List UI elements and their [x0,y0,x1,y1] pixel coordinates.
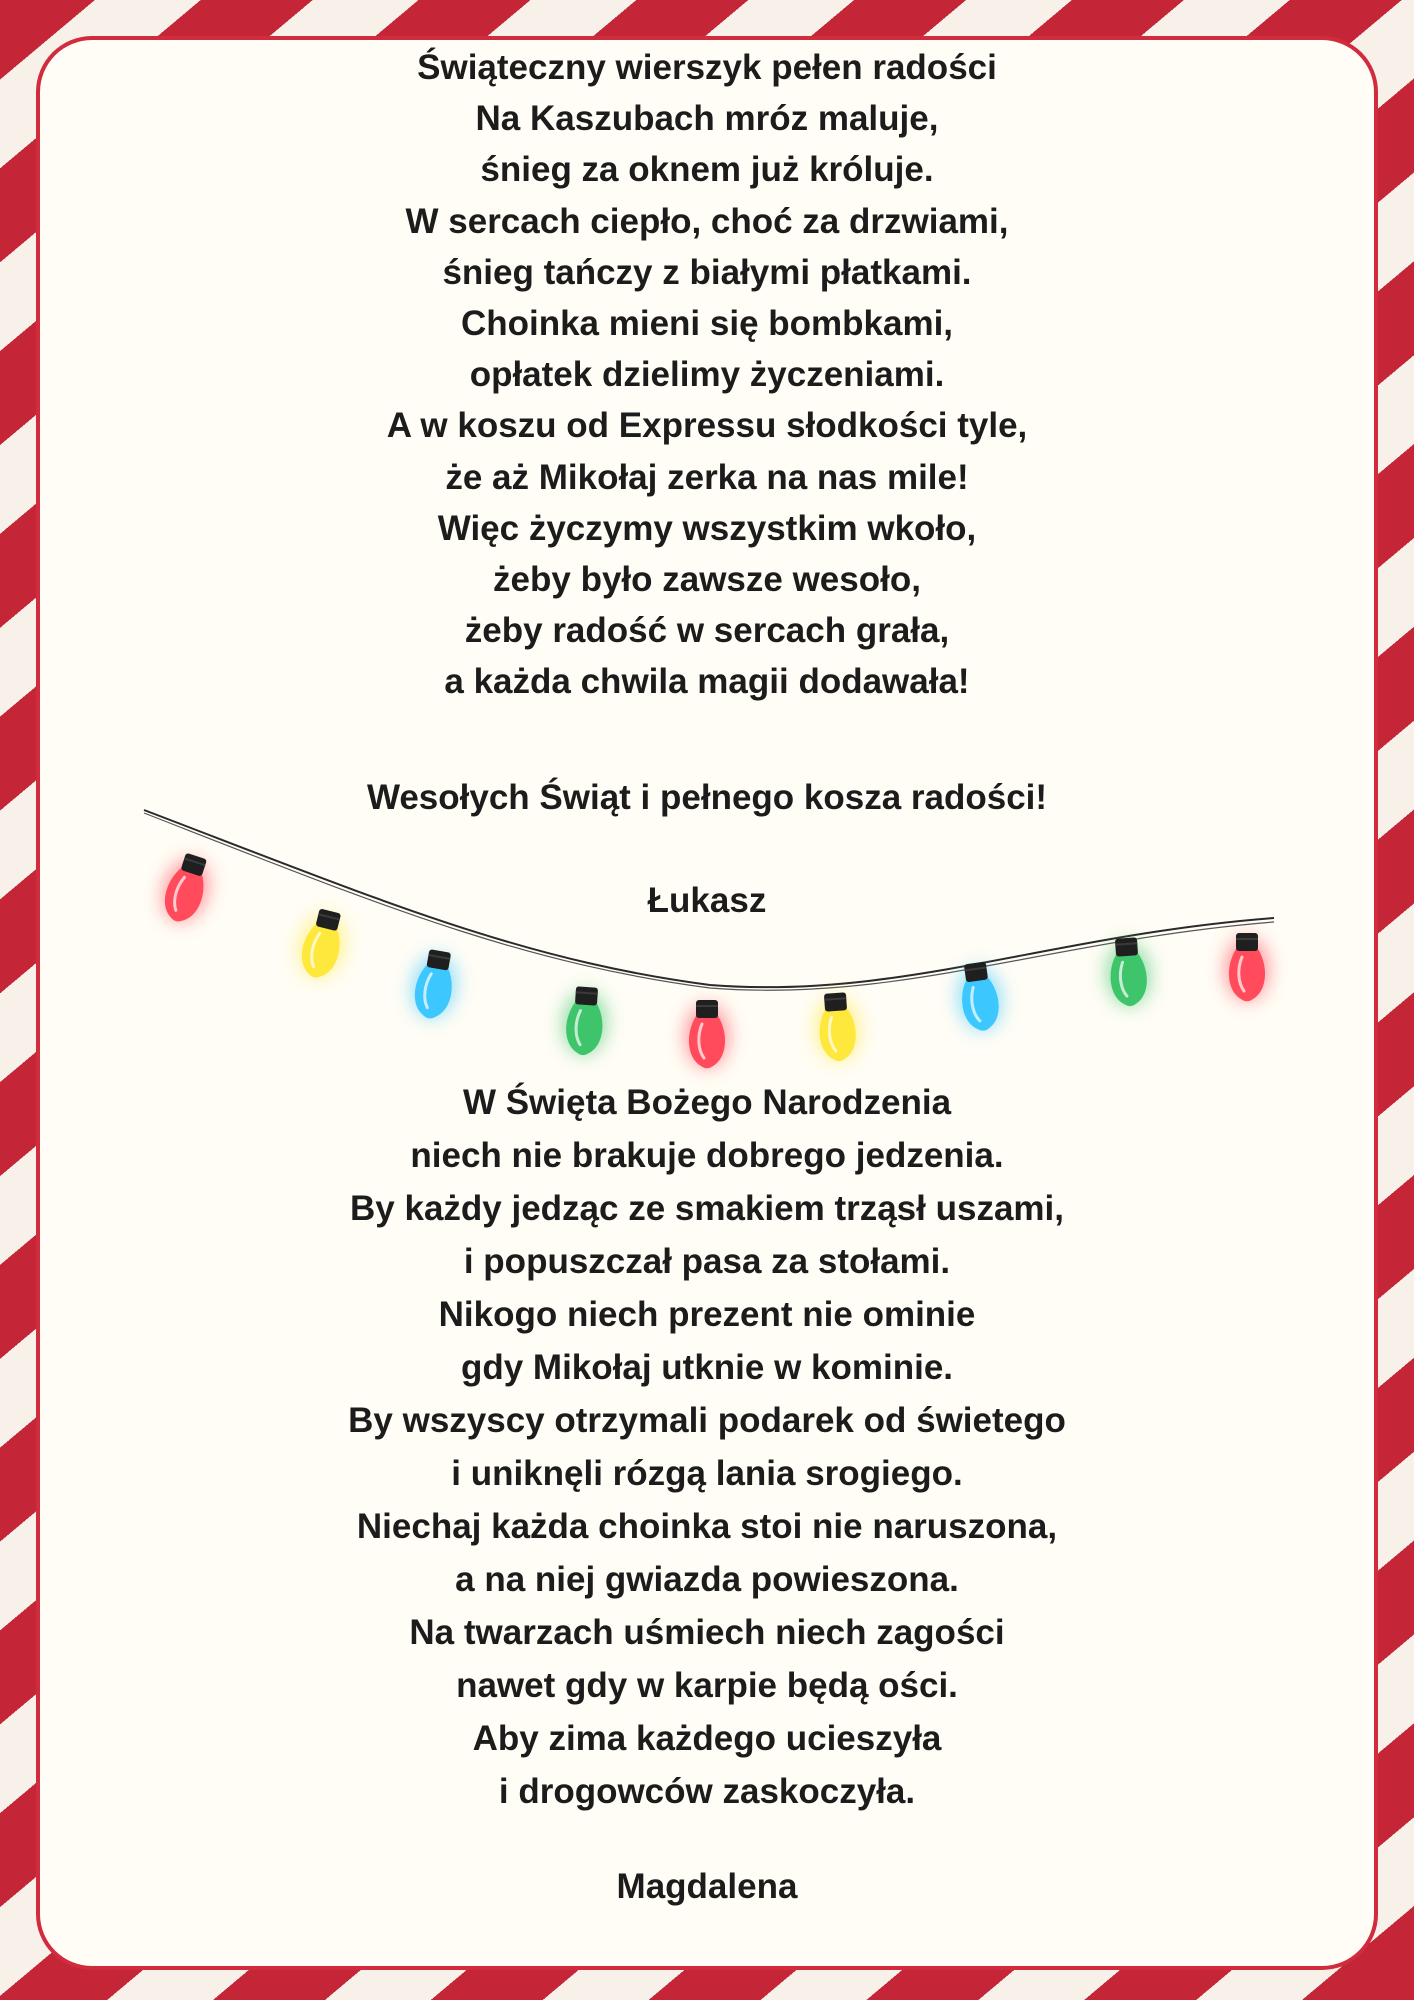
poem-1-line: A w koszu od Expressu słodkości tyle, [386,406,1028,446]
poem-1-line: Więc życzymy wszystkim wkoło, [437,508,977,548]
poem-2-line: gdy Mikołaj utknie w kominie. [460,1348,954,1387]
poem-2-line: By każdy jedząc ze smakiem trząsł uszami, [350,1189,1064,1228]
poem-1-line: opłatek dzielimy życzeniami. [469,355,945,395]
poem-1 [0,42,1414,707]
poem-2-line: Nikogo niech prezent nie ominie [438,1295,976,1334]
poem-1-line: śnieg tańczy z białymi płatkami. [442,252,972,292]
poem-2-line: W Święta Bożego Narodzenia [462,1083,952,1122]
poem-1-line: a każda chwila magii dodawała! [444,662,970,702]
poem-2 [0,1076,1414,1818]
poem-1-line: żeby było zawsze wesoło, [493,559,921,599]
poem-2-line: By wszyscy otrzymali podarek od świetego [348,1401,1066,1440]
poem-1-line: Na Kaszubach mróz maluje, [475,99,939,139]
poem-2-line: Na twarzach uśmiech niech zagości [409,1613,1005,1652]
poem-2-line: i uniknęli rózgą lania srogiego. [451,1454,963,1493]
poem-2-line: niech nie brakuje dobrego jedzenia. [410,1136,1004,1175]
poem-2-line: Aby zima każdego ucieszyła [472,1719,942,1758]
poem-2-line: i popuszczał pasa za stołami. [463,1242,951,1281]
poem-2-line: nawet gdy w karpie będą ości. [456,1666,958,1705]
poem-2-line: a na niej gwiazda powieszona. [455,1560,959,1599]
greeting: Wesołych Świąt i pełnego kosza radości! [366,778,1048,817]
signature-lukasz: Łukasz [647,881,767,920]
poem-2-line: i drogowców zaskoczyła. [498,1772,916,1811]
signature-magdalena: Magdalena [616,1867,798,1906]
poem-1-line: Choinka mieni się bombkami, [460,303,954,343]
poem-1-line: W sercach ciepło, choć za drzwiami, [405,201,1009,241]
poem-2-line: Niechaj każda choinka stoi nie naruszona, [356,1507,1058,1546]
poem-1-title: Świąteczny wierszyk pełen radości [417,48,997,87]
poem-1-line: żeby radość w sercach grała, [464,611,950,651]
poem-1-line: śnieg za oknem już króluje. [480,150,934,190]
poem-1-line: że aż Mikołaj zerka na nas mile! [445,457,969,497]
